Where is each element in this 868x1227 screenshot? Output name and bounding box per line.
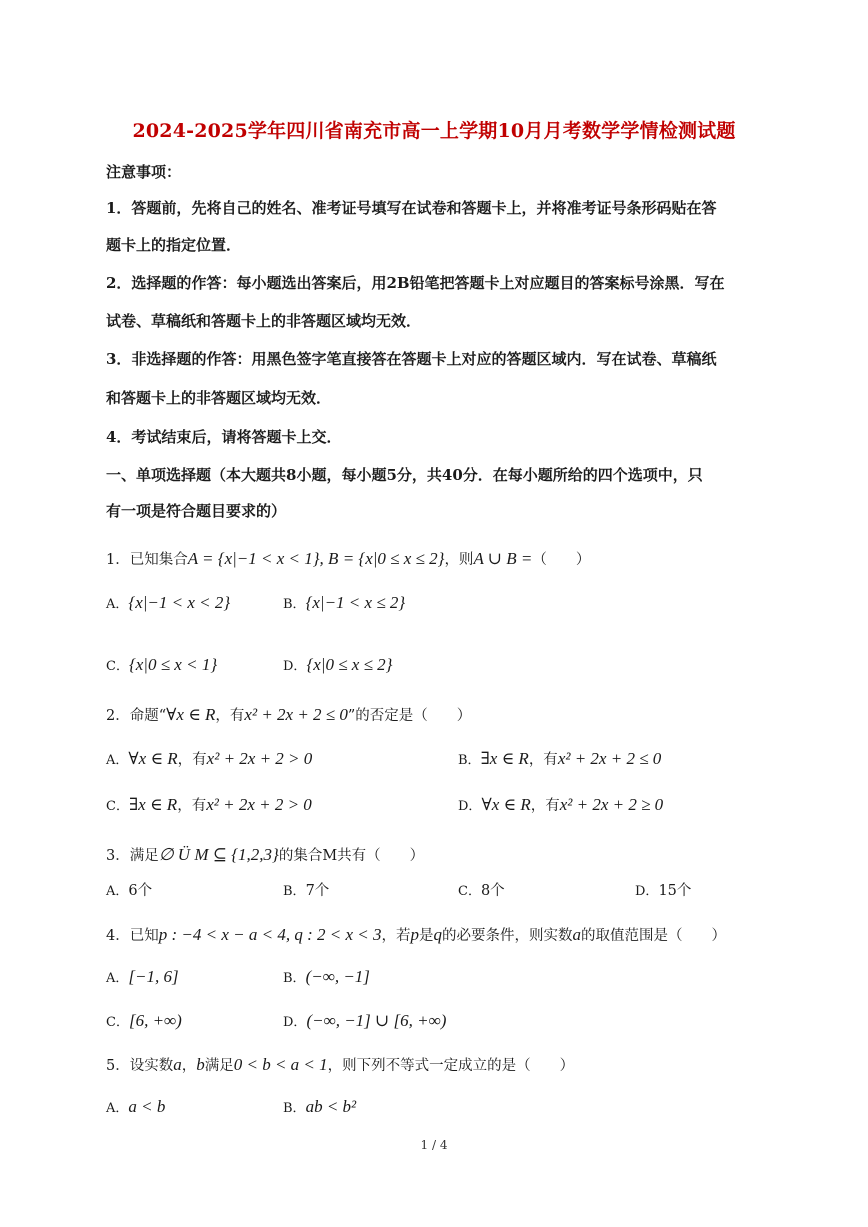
option-d xyxy=(458,794,663,815)
option-math: [6, +∞) xyxy=(128,1011,182,1030)
question-stem: ，若 xyxy=(381,928,411,944)
question-stem: （ ） xyxy=(532,552,591,568)
question-stem: 5．设实数 xyxy=(106,1058,174,1074)
question-stem: 的集合M共有（ ） xyxy=(278,848,425,864)
question-stem: 的必要条件，则实数 xyxy=(441,928,573,944)
notice-line: 2．选择题的作答：每小题选出答案后，用2B铅笔把答题卡上对应题目的答案标号涂黑．写在 xyxy=(106,274,725,292)
math-expression: A ∪ B = xyxy=(473,549,533,568)
notice-line: 和答题卡上的非答题区域均无效． xyxy=(106,389,332,407)
question-stem: 4．已知 xyxy=(106,928,159,944)
option-label: A． xyxy=(106,1101,129,1116)
question-1 xyxy=(106,548,590,569)
math-expression: ∀x ∈ R xyxy=(166,705,216,724)
option-b xyxy=(283,1097,356,1117)
option-text: ，有 xyxy=(177,752,207,768)
option-a xyxy=(106,593,230,613)
option-label: D． xyxy=(283,659,307,674)
option-math: x² + 2x + 2 > 0 xyxy=(206,749,313,768)
option-label: B． xyxy=(283,884,306,899)
math-variable: a xyxy=(173,1055,182,1074)
question-stem: ， xyxy=(181,1058,197,1074)
question-2 xyxy=(106,704,471,725)
math-expression: A = {x|−1 < x < 1}, B = {x|0 ≤ x ≤ 2} xyxy=(187,549,445,568)
option-b xyxy=(458,748,661,769)
option-math: x² + 2x + 2 > 0 xyxy=(206,795,312,814)
notice-line: 题卡上的指定位置． xyxy=(106,236,242,254)
math-variable: q xyxy=(433,925,442,944)
notice-line: 3．非选择题的作答：用黑色签字笔直接答在答题卡上对应的答题区域内．写在试卷、草稿纸 xyxy=(106,350,717,368)
option-text: ，有 xyxy=(530,798,560,814)
option-math: ∀x ∈ R xyxy=(128,749,178,768)
option-math: ∀x ∈ R xyxy=(481,795,531,814)
question-stem: 3．满足 xyxy=(106,848,159,864)
option-c xyxy=(458,879,505,900)
question-stem: 2．命题“ xyxy=(106,708,167,724)
option-c xyxy=(106,655,217,675)
math-variable: b xyxy=(196,1055,205,1074)
option-text: 15个 xyxy=(658,883,692,899)
question-stem: 的取值范围是（ ） xyxy=(580,928,726,944)
option-text: 8个 xyxy=(480,883,505,899)
option-label: A． xyxy=(106,597,129,612)
option-text: 6个 xyxy=(128,883,153,899)
option-d xyxy=(635,879,691,900)
option-b xyxy=(283,879,329,900)
question-stem: ，则下列不等式一定成立的是（ ） xyxy=(327,1058,575,1074)
option-label: A． xyxy=(106,884,129,899)
option-text: 7个 xyxy=(305,883,330,899)
math-expression: ∅ Ü M ⊆ {1,2,3} xyxy=(158,845,279,864)
option-text: ，有 xyxy=(177,798,207,814)
option-a xyxy=(106,1097,165,1117)
notice-line: 4．考试结束后，请将答题卡上交． xyxy=(106,428,342,446)
notice-line: 试卷、草稿纸和答题卡上的非答题区域均无效． xyxy=(106,312,422,330)
option-math: {x|0 ≤ x ≤ 2} xyxy=(306,655,393,674)
option-label: C． xyxy=(106,799,129,814)
option-math: x² + 2x + 2 ≤ 0 xyxy=(557,749,662,768)
option-math: [−1, 6] xyxy=(128,967,179,986)
option-math: (−∞, −1] ∪ [6, +∞) xyxy=(306,1011,447,1030)
option-label: B． xyxy=(458,753,481,768)
option-label: A． xyxy=(106,753,129,768)
option-math: {x|−1 < x ≤ 2} xyxy=(305,593,406,612)
math-expression: x² + 2x + 2 ≤ 0 xyxy=(244,705,348,724)
option-math: {x|−1 < x < 2} xyxy=(128,593,231,612)
option-label: C． xyxy=(106,659,129,674)
option-b xyxy=(283,593,405,613)
option-label: D． xyxy=(283,1015,307,1030)
option-label: B． xyxy=(283,1101,306,1116)
math-variable: p xyxy=(410,925,419,944)
question-5 xyxy=(106,1054,574,1075)
option-a xyxy=(106,967,179,987)
option-label: C． xyxy=(458,884,481,899)
option-label: C． xyxy=(106,1015,129,1030)
section-heading: 一、单项选择题（本大题共8小题，每小题5分，共40分．在每小题所给的四个选项中，只 xyxy=(106,466,703,484)
question-4 xyxy=(106,924,726,945)
option-label: B． xyxy=(283,971,306,986)
question-stem: 是 xyxy=(418,928,434,944)
question-stem: 满足 xyxy=(204,1058,234,1074)
question-stem: ，则 xyxy=(444,552,474,568)
option-a xyxy=(106,879,152,900)
page-number: 1 / 4 xyxy=(420,1138,448,1152)
option-math: (−∞, −1] xyxy=(305,967,370,986)
option-label: D． xyxy=(635,884,659,899)
option-label: A． xyxy=(106,971,129,986)
option-d xyxy=(283,1011,446,1031)
question-stem: ”的否定是（ ） xyxy=(347,708,472,724)
option-math: ∃x ∈ R xyxy=(480,749,529,768)
option-b xyxy=(283,967,370,987)
option-math: ∃x ∈ R xyxy=(128,795,178,814)
notice-heading: 注意事项： xyxy=(106,163,182,181)
notice-line: 1．答题前，先将自己的姓名、准考证号填写在试卷和答题卡上，并将准考证号条形码贴在答 xyxy=(106,199,717,217)
option-text: ，有 xyxy=(528,752,558,768)
option-c xyxy=(106,794,312,815)
option-math: ab < b² xyxy=(305,1097,357,1116)
document-title: 2024-2025学年四川省南充市高一上学期10月月考数学学情检测试题 xyxy=(132,120,736,142)
math-variable: a xyxy=(572,925,581,944)
option-c xyxy=(106,1011,182,1031)
option-math: {x|0 ≤ x < 1} xyxy=(128,655,218,674)
option-d xyxy=(283,655,392,675)
section-heading-cont: 有一项是符合题目要求的） xyxy=(106,502,287,520)
option-math: a < b xyxy=(128,1097,166,1116)
option-label: D． xyxy=(458,799,482,814)
option-math: x² + 2x + 2 ≥ 0 xyxy=(559,795,664,814)
math-expression: p : −4 < x − a < 4, q : 2 < x < 3 xyxy=(158,925,382,944)
question-stem: 1．已知集合 xyxy=(106,552,188,568)
math-expression: 0 < b < a < 1 xyxy=(233,1055,328,1074)
option-label: B． xyxy=(283,597,306,612)
option-a xyxy=(106,748,312,769)
question-stem: ，有 xyxy=(215,708,245,724)
question-3 xyxy=(106,844,424,865)
